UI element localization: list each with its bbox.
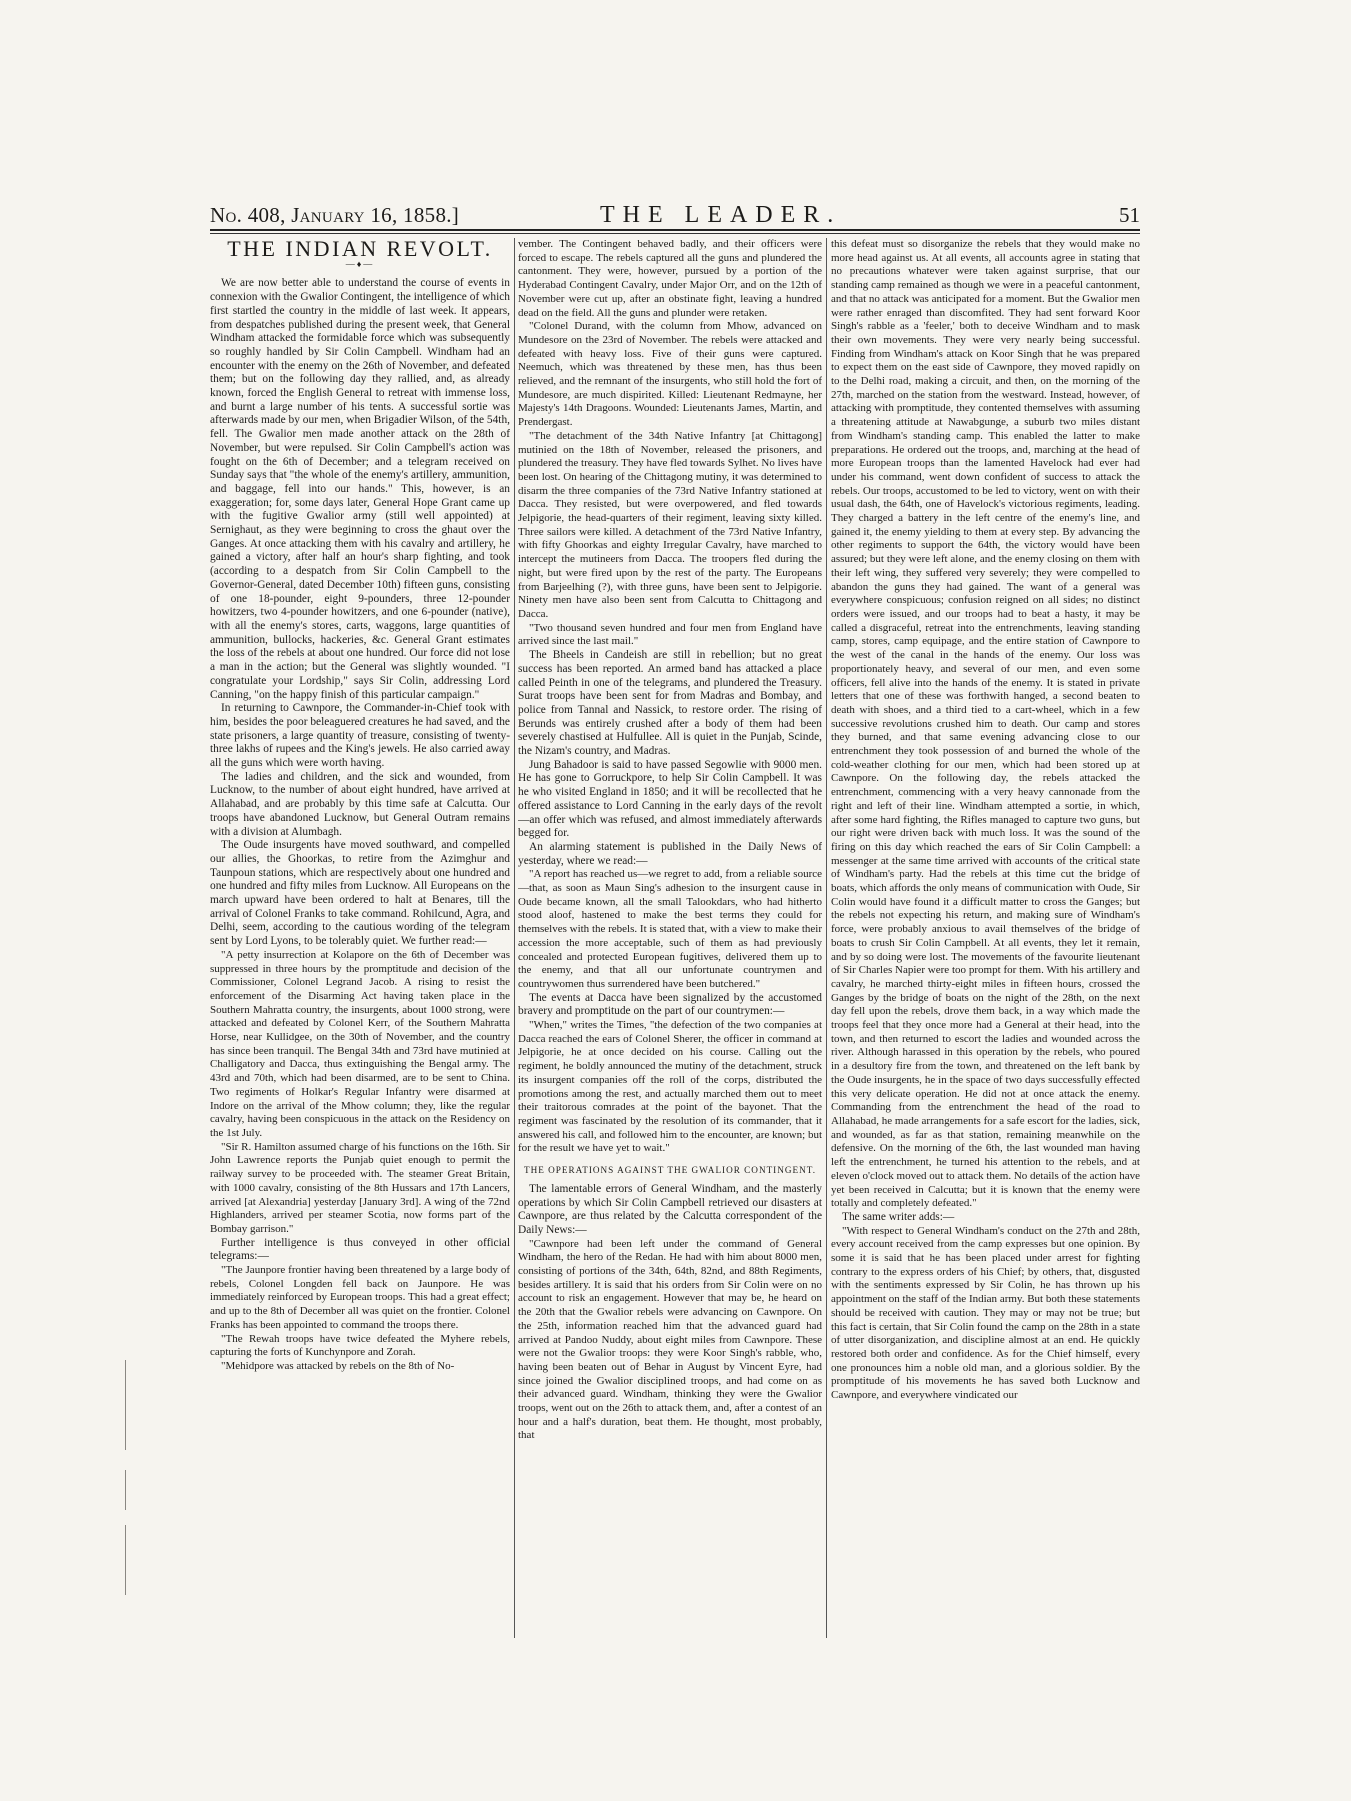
quoted-paragraph: this defeat must so disorganize the rebels that they would make no more head against us. At all events, all accounts agree in stating that no precautions whatever were taken against surprise, that our standing camp remained as though we were in a peaceful cantonment, and that no attack was anticipated for a moment. But the Gwalior men were rather enraged than discomfited. They had sent forward Koor Singh's rabble as a 'feeler,' both to deceive Windham and to mask their own movements. They were very nearly being successful. Finding from Windham's attack on Koor Singh that he was prepared to expect them on the east side of Cawnpore, they moved rapidly on to the Delhi road, making a circuit, and then, on the morning of the 27th, marched on the station from the westward. Instead, however, of attacking with promptitude, they contented themselves with assuming a threatening attitude at Nawabgunge, a suburb two miles distant from Windham's standing camp. This enabled the latter to make preparations. He ordered out the troops, and, marching at the head of more European troops than the lamented Havelock had ever had under his command, went down confident of success to attack the rebels. Our troops, accustomed to be led to victory, went on with their usual dash, the 64th, one of Havelock's victorious regiments, leading. They charged a battery in the left centre of the enemy's line, and gained it, the enemy yielding to them at every step. By advancing the other regiments to support the 64th, the victory would have been assured; but they were left alone, and the enemy closing on them with their left wing, they suffered very severely; they were compelled to abandon the guns they had gained. The want of a general was everywhere conspicuous; confusion reigned on all sides; no distinct orders were issued, and our troops had to beat a hasty, it may be called a disgraceful, retreat into the entrenchments, leaving standing camp, stores, camp equipage, and the entire station of Cawnpore to the west of the canal in the hands of the enemy. Our loss was proportionately heavy, and several of our men, and even some officers, fell alive into the hands of the enemy. It is stated in private letters that one of these was forthwith hanged, a second beaten to death with shoes, and a third tied to a cart-wheel, which in a few successive revolutions crushed him to death. Our camp and stores they burned, and that same evening advancing close to our entrenchment they took possession of and burned the whole of the cold-weather clothing for our men, which had been stored up at Cawnpore. On the following day, the rebels attacked the entrenchment, commencing with a very heavy cannonade from the right and left of their line. Windham attempted a sortie, in which, after some hard fighting, the Rifles managed to capture two guns, but our right were driven back with much loss. It was the sound of the firing on this day which reached the ears of Sir Colin Campbell: a messenger at the same time arrived with accounts of the critical state of Windham's party. Had the rebels at this time cut the bridge of boats, which affords the only means of communication with Oude, Sir Colin would have found it a difficult matter to cross the Ganges; but the rebels not expecting his return, and making sure of Windham's force, were probably anxious to avail themselves of the bridge of boats to crush Sir Colin Campbell. At all events, they let it remain, and by so doing were lost. The movements of the favourite lieutenant of Sir Charles Napier were too prompt for them. With his artillery and cavalry, he marched thirty-eight miles in fifteen hours, crossed the Ganges by the bridge of boats on the night of the 28th, on the next day fell upon the rebels, drove them back, in a way which made the troops feel that they once more had a General at their head, into the town, and then returned to escort the ladies and wounded across the river. Although harassed in this operation by the rebels, who poured in a desultory fire from the town, and threatened on the left bank by the Oude insurgents, he in the space of two days successfully effected this very delicate operation. He did not at once attack the enemy. Commanding from the entrenchment the head of the road to Allahabad, he made arrangements for a safe escort for the ladies, sick, and wounded, as far as that station, remaining meanwhile on the defensive. On the morning of the 6th, the last wounded man having left the entrenchment, he turned his attention to the rebels, and at eleven o'clock moved out to attack them. No details of the action have yet been received in Calcutta; but it is known that the enemy were totally and completely defeated.": [831, 238, 1140, 1210]
margin-stain: [120, 1360, 132, 1660]
quoted-paragraph: "A report has reached us—we regret to add, from a reliable source—that, as soon as Maun Sing's adhesion to the insurgent cause in Oude became known, all the small Talookdars, who had hitherto stood aloof, hastened to make the best terms they could for themselves with the rebels. It is stated that, with a view to make their accession the more acceptable, such of them as had previously concealed and protected European fugitives, delivered them up to the enemy, and that all our unfortunate countrymen and countrywomen thus surrendered have been butchered.": [518, 868, 822, 990]
header-rule-thick: [210, 229, 1140, 231]
quoted-paragraph: "Colonel Durand, with the column from Mhow, advanced on Mundesore on the 23rd of November. The rebels were attacked and defeated with heavy loss. Five of their guns were captured. Neemuch, which was threatened by these men, has thus been relieved, and the remnant of the insurgents, who still hold the fort of Mundesore, are much dispirited. Killed: Lieutenant Redmayne, her Majesty's 14th Dragoons. Wounded: Lieutenants James, Martin, and Prendergast.: [518, 320, 822, 429]
column-divider-1: [514, 238, 515, 1638]
quoted-paragraph: vember. The Contingent behaved badly, and their officers were forced to escape. The rebels captured all the guns and plundered the cantonment. They were, however, pursued by a portion of the Hyderabad Contingent Cavalry, under Major Orr, and on the 12th of November were cut up, after an obstinate fight, leaving a hundred dead on the field. All the guns and plunder were retaken.: [518, 238, 822, 319]
column-3: [831, 238, 1140, 1638]
paragraph: An alarming statement is published in the Daily News of yesterday, where we read:—: [518, 840, 822, 867]
paragraph: The same writer adds:—: [842, 1210, 955, 1223]
quoted-paragraph: "Two thousand seven hundred and four men from England have arrived since the last mail.": [518, 621, 822, 648]
quoted-paragraph: "The Rewah troops have twice defeated the Myhere rebels, capturing the forts of Kunchynpore and Zorah.: [210, 1332, 510, 1359]
quoted-paragraph: "A petty insurrection at Kolapore on the 6th of December was suppressed in three hours by the promptitude and decision of the Commissioner, Colonel Legrand Jacob. A rising to resist the enforcement of the Disarming Act having taken place in the Southern Mahratta country, the insurgents, about 1000 strong, were attacked and defeated by Colonel Kerr, of the Southern Mahratta Horse, near Kullidgee, on the 30th of November, and the country has since been tranquil. The Bengal 34th and 73rd have mutinied at Challigatory and Dacca, thus extinguishing the Bengal army. The 43rd and 70th, which had been disarmed, are to be sent to China. Two regiments of Holkar's Regular Infantry were disarmed at Indore on the arrival of the Mhow column; they, like the regular cavalry, having been conspicuous in the attack on the Residency on the 1st July.: [210, 948, 510, 1139]
quoted-paragraph: "When," writes the Times, "the defection of the two companies at Dacca reached the ears of Colonel Sherer, the officer in command at Jelpigorie, he at once decided on his course. Calling out the regiment, he boldly announced the mutiny of the detachment, struck its insurgent companies off the roll of the corps, distributed the promotions among the rest, and actually marched them out to meet their traitorous comrades at the point of the bayonet. That the regiment was fascinated by the resolution of its commander, that it answered his call, and followed him to the encounter, are known; but for the result we have yet to wait.": [518, 1019, 822, 1155]
paragraph: The lamentable errors of General Windham, and the masterly operations by which Sir Colin Campbell retrieved our disasters at Cawnpore, are thus related by the Calcutta correspondent of the Daily News:—: [518, 1182, 822, 1236]
paragraph: Jung Bahadoor is said to have passed Segowlie with 9000 men. He has gone to Gorruckpore, to help Sir Colin Campbell. It was he who visited England in 1850; and it will be recollected that he offered assistance to Lord Canning in the early days of the revolt—an offer which was refused, and almost immediately afterwards begged for.: [518, 758, 822, 840]
paragraph: The Bheels in Candeish are still in rebellion; but no great success has been reported. An armed band has attacked a place called Peinth in one of the telegrams, and plundered the Treasury. Surat troops have been sent for from Madras and Bombay, and police from Tannal and Nassick, to restore order. The rising of Berunds was entirely crushed after a body of them had been severely chastised at Hulfullee. All is quiet in the Punjab, Scinde, the Nizam's country, and Madras.: [518, 649, 822, 758]
issue-line: No. 408, January 16, 1858.]: [210, 203, 460, 227]
quoted-paragraph: "Sir R. Hamilton assumed charge of his functions on the 16th. Sir John Lawrence reports the Punjab quiet enough to permit the railway survey to be proceeded with. The steamer Great Britain, with 1000 cavalry, consisting of the 8th Hussars and 17th Lancers, arrived [at Alexandria] yesterday [January 3rd]. A wing of the 72nd Highlanders, arrived per steamer Scotia, now forms part of the Bombay garrison.": [210, 1140, 510, 1235]
masthead: THE LEADER.: [600, 202, 842, 228]
column-divider-2: [826, 238, 827, 1638]
article-title: THE INDIAN REVOLT.: [227, 238, 493, 261]
page-header: [210, 203, 1140, 227]
paragraph: Further intelligence is thus conveyed in other official telegrams:—: [210, 1236, 510, 1263]
header-rule-thin: [210, 233, 1140, 234]
column-1: [210, 238, 510, 1638]
title-ornament: —♦—: [345, 258, 375, 269]
quoted-paragraph: "The Jaunpore frontier having been threatened by a large body of rebels, Colonel Longden fell back on Jaunpore. He was immediately reinforced by European troops. This had a great effect; and up to the 8th of December all was quiet on the frontier. Colonel Franks has been appointed to command the troops there.: [210, 1264, 510, 1331]
section-subheading: THE OPERATIONS AGAINST THE GWALIOR CONTINGENT.: [523, 1165, 816, 1176]
paragraph: The events at Dacca have been signalized by the accustomed bravery and promptitude on the part of our countrymen:—: [518, 991, 822, 1018]
column-2: [518, 238, 822, 1638]
paragraph: The ladies and children, and the sick and wounded, from Lucknow, to the number of about eight hundred, have arrived at Allahabad, and are probably by this time safe at Calcutta. Our troops have abandoned Lucknow, but General Outram remains with a division at Alumbagh.: [210, 770, 510, 838]
paragraph: We are now better able to understand the course of events in connexion with the Gwalior Contingent, the intelligence of which first startled the country in the middle of last week. It appears, from despatches published during the present week, that General Windham attacked the formidable force which was subsequently so roughly handled by Sir Colin Campbell. Windham had an encounter with the enemy on the 26th of November, and defeated them; but on the following day they rallied, and, as already known, forced the English General to retreat with immense loss, and burnt a large number of his tents. A successful sortie was afterwards made by our men, when Brigadier Wilson, of the 54th, fell. The Gwalior men made another attack on the 28th of November, but were repulsed. Sir Colin Campbell's action was fought on the 6th of December; and a telegram received on Sunday says that "the whole of the enemy's artillery, ammunition, and baggage, fell into our hands." This, however, is an exaggeration; for, some days later, General Hope Grant came up with the fugitive Gwalior army (still well appointed) at Sernighaut, as they were beginning to cross the ghaut over the Ganges. At once attacking them with his cavalry and artillery, he gained a victory, after half an hour's sharp fighting, and took (according to a despatch from Sir Colin Campbell to the Governor-General, dated December 10th) fifteen guns, consisting of one 18-pounder, eight 9-pounders, three 12-pounder howitzers, two 4-pounder howitzers, and one 6-pounder (native), with all the enemy's stores, carts, waggons, large quantities of ammunition, bullocks, hackeries, &c. General Grant estimates the loss of the rebels at about one hundred. Our force did not lose a man in the action; but the General was slightly wounded. "I congratulate your Lordship," says Sir Colin, addressing Lord Canning, "on the happy finish of this particular campaign.": [210, 277, 510, 701]
quoted-paragraph: "With respect to General Windham's conduct on the 27th and 28th, every account received from the camp expresses but one opinion. By some it is said that he has been placed under arrest for fighting contrary to the express orders of his Chief; by others, that, disgusted with the sentiments expressed by Sir Colin, he has thrown up his appointment on the staff of the Indian army. But both these statements should be received with caution. They may or may not be true; but this fact is certain, that Sir Colin found the camp on the 28th in a state of utter disorganization, and discipline almost at an end. He quickly restored both order and confidence. As for the Chief himself, every one pronounces him a noble old man, and a glorious soldier. By the promptitude of his movements he has saved both Lucknow and Cawnpore, and everywhere vindicated our: [831, 1224, 1140, 1402]
quoted-paragraph: "Cawnpore had been left under the command of General Windham, the hero of the Redan. He had with him about 8000 men, consisting of portions of the 34th, 64th, 82nd, and 88th Regiments, besides artillery. It is said that his orders from Sir Colin were on no account to risk an engagement. However that may be, he heard on the 20th that the Gwalior rebels were advancing on Cawnpore. On the 25th, information reached him that the advanced guard had arrived at Pandoo Nuddy, about eight miles from Cawnpore. These were not the Gwalior troops: they were Koor Singh's rabble, who, having been beaten out of Behar in August by Vincent Eyre, had since joined the Gwalior disciplined troops, and had come on as their advanced guard. Windham, thinking they were the Gwalior troops, went out on the 26th to attack them, and, after a contest of an hour and a half's duration, beat them. He thought, most probably, that: [518, 1237, 822, 1442]
paragraph: In returning to Cawnpore, the Commander-in-Chief took with him, besides the poor beleaguered creatures he had saved, and the state prisoners, a large quantity of treasure, consisting of twenty-three lakhs of rupees and the King's jewels. He also carried away all the guns which were worth having.: [210, 702, 510, 770]
quoted-paragraph: "Mehidpore was attacked by rebels on the 8th of No-: [221, 1359, 455, 1372]
page-number: 51: [1119, 203, 1140, 227]
paragraph: The Oude insurgents have moved southward, and compelled our allies, the Ghoorkas, to retire from the Azimghur and Taunpoun stations, which are respectively about one hundred and one hundred and fifty miles from Lucknow. All Europeans on the march upward have been ordered to halt at Benares, till the arrival of Colonel Franks to take command. Rohilcund, Agra, and Delhi, seem, according to the cautious wording of the telegram sent by Lord Lyons, to be tolerably quiet. We further read:—: [210, 839, 510, 948]
quoted-paragraph: "The detachment of the 34th Native Infantry [at Chittagong] mutinied on the 18th of November, released the prisoners, and plundered the treasury. They have fled towards Sylhet. No lives have been lost. On hearing of the Chittagong mutiny, it was determined to disarm the three companies of the 73rd Native Infantry stationed at Dacca. They resisted, but were overpowered, and fled towards Jelpigorie, the head-quarters of their regiment, leaving sixty killed. Three sailors were killed. A detachment of the 73rd Native Infantry, with fifty Ghoorkas and eighty Irregular Cavalry, have marched to intercept the mutineers from Dacca. The troopers fled during the night, but were fired upon by the rest of the party. The Europeans from Barjeelhing (?), with three guns, have been sent to Jelpigorie. Ninety men have also been sent from Calcutta to Chittagong and Dacca.: [518, 429, 822, 620]
